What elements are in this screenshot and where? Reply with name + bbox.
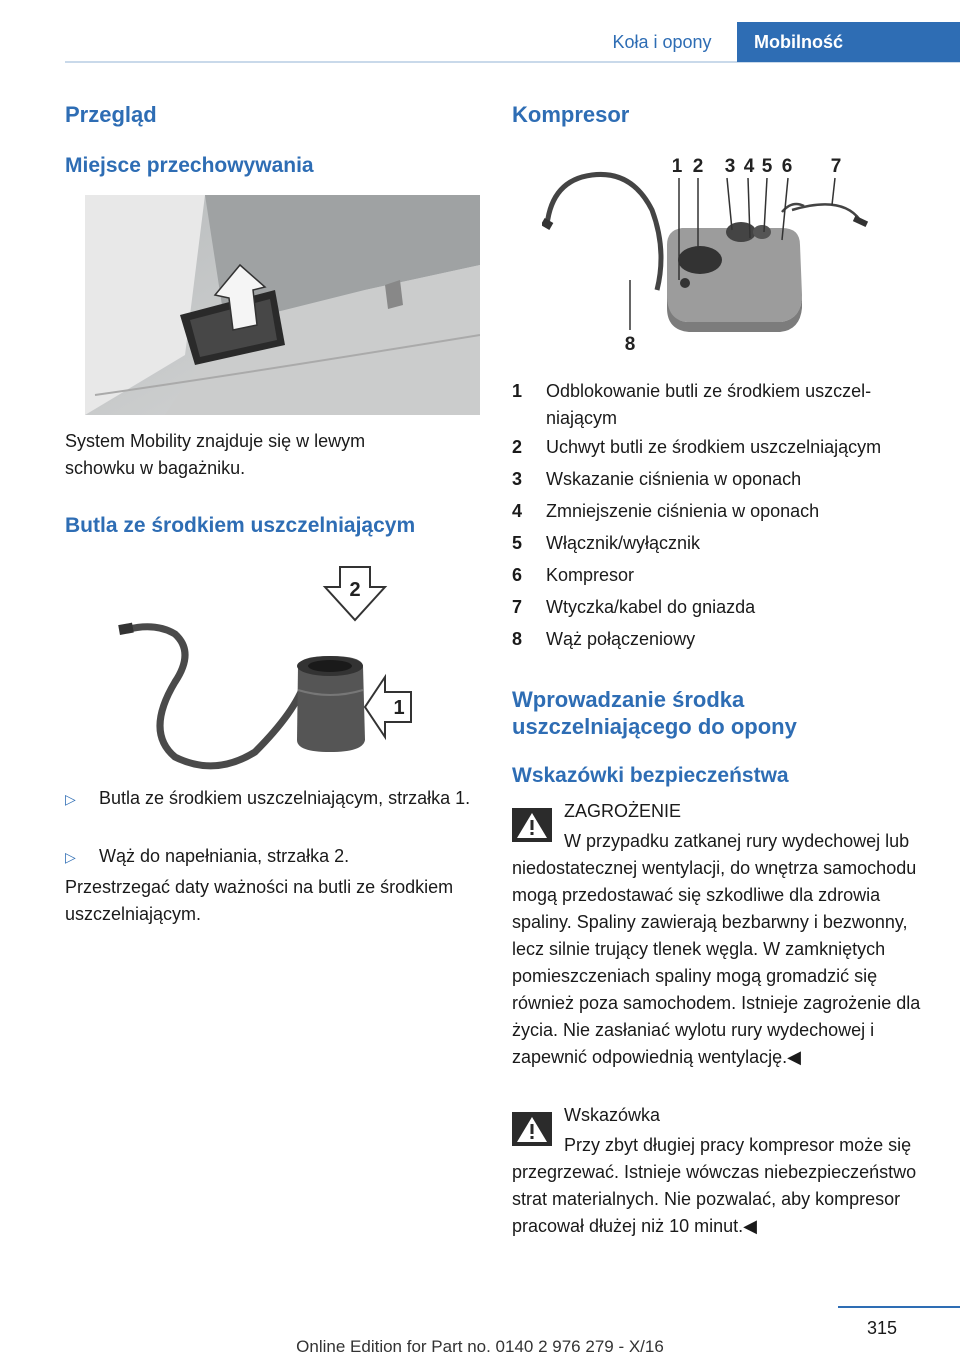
section-tab[interactable]: Koła i opony (612, 31, 712, 52)
list-item: 1 Odblokowanie butli ze środkiem uszczel-niającym (512, 381, 872, 428)
bottle-heading: Butla ze środkiem uszczelniającym (65, 514, 416, 537)
sealant-bottle-figure (115, 562, 415, 774)
triangle-bullet-icon: ▷ (65, 849, 76, 865)
figure-label: 4 (743, 156, 755, 177)
footer-rule (838, 1306, 960, 1308)
list-item: 8 Wąż połączeniowy (512, 629, 696, 649)
figure-label: 3 (724, 156, 736, 177)
figure-label: 7 (830, 156, 842, 177)
bullet-item: ▷ Wąż do napełniania, strzałka 2. (65, 843, 480, 871)
page-number: 315 (866, 1318, 897, 1338)
note-label: Wskazówka (564, 1105, 661, 1125)
figure-label: 5 (761, 156, 773, 177)
trunk-storage-photo (85, 195, 480, 415)
triangle-bullet-icon: ▷ (65, 791, 76, 807)
bottle-label-1: 1 (393, 697, 405, 719)
fill-heading: Wprowadzanie środka uszczelniającego do opony (512, 687, 797, 739)
bullet-item: ▷ Butla ze środkiem uszczelniającym, strzałka 1. (65, 785, 480, 813)
list-item: 7 Wtyczka/kabel do gniazda (512, 597, 756, 617)
page-title: Przegląd (65, 102, 157, 127)
list-item: 4 Zmniejszenie ciśnienia w oponach (512, 501, 820, 521)
storage-heading: Miejsce przechowywania (65, 154, 314, 177)
expiry-note: Przestrzegać daty ważności na butli ze środkiem uszczelniającym. (65, 877, 454, 924)
safety-heading: Wskazówki bezpieczeństwa (512, 764, 789, 787)
chapter-tab[interactable]: Mobilność (737, 22, 960, 62)
list-item: 3 Wskazanie ciśnienia w oponach (512, 469, 802, 489)
figure-label: 1 (671, 156, 683, 177)
danger-label: ZAGROŻENIE (564, 801, 682, 821)
list-item: 6 Kompresor (512, 565, 635, 585)
list-item: 2 Uchwyt butli ze środkiem uszczelniającym (512, 437, 882, 457)
danger-text: W przypadku zatkanej rury wydechowej lub niedostatecznej wentylacji, do wnętrza samochodu mogą przedostawać się szkodliwe dla zdrowia spaliny. Spaliny zawierają bezbarwny i bezwonny, lecz silnie trujący tlenek węgla. W zamkniętych pomieszczeniach spaliny mogą gromadzić się również poza samochodem. Istnieje zagrożenie dla życia. Nie zasłaniać wylotu rury wydechowej i zapewnić odpowiednią wentylację.◀ (512, 831, 921, 1067)
bottle-label-2: 2 (349, 579, 361, 601)
note-text: Przy zbyt długiej pracy kompresor może się przegrzewać. Istnieje wówczas niebezpieczeństwo strat materialnych. Nie pozwalać, aby kompresor pracował dłużej niż 10 minut.◀ (512, 1135, 917, 1236)
list-item: 5 Włącznik/wyłącznik (512, 533, 701, 553)
figure-label: 8 (624, 334, 636, 355)
figure-label: 2 (692, 156, 704, 177)
edition-footer: Online Edition for Part no. 0140 2 976 279 - X/16 (296, 1337, 664, 1356)
storage-text: System Mobility znajduje się w lewym schowku w bagażniku. (65, 431, 366, 478)
figure-label: 6 (781, 156, 793, 177)
compressor-title: Kompresor (512, 102, 630, 127)
compressor-figure (542, 150, 882, 355)
